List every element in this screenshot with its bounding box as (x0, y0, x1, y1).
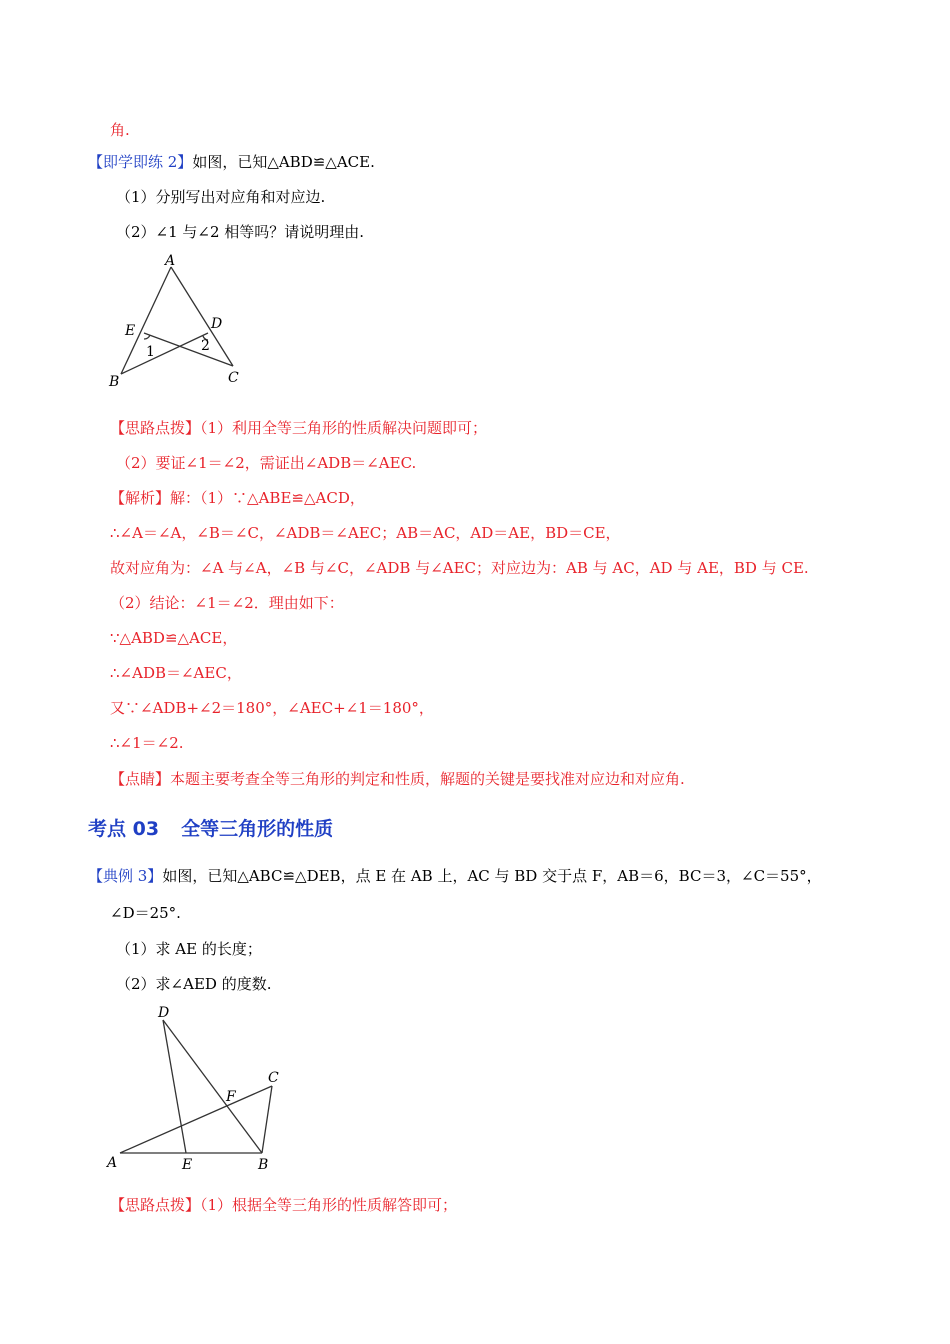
label-c: C (268, 1070, 279, 1086)
segment-be (121, 333, 208, 374)
label-b: B (258, 1157, 269, 1173)
practice2-hint-tag: 【思路点拨】 (110, 419, 201, 437)
example3-question-2: （2）求∠AED 的度数. (116, 975, 272, 993)
example3-question-1: （1）求 AE 的长度； (116, 940, 262, 958)
practice2-solution-line3: 故对应角为：∠A 与∠A，∠B 与∠C，∠ADB 与∠AEC；对应边为：AB 与 AC，AD 与 AE，BD 与 CE. (110, 559, 809, 577)
practice2-stem: 如图，已知△ABD≌△ACE. (192, 153, 375, 171)
segment-bc (262, 1086, 272, 1153)
section-number: 考点 03 (88, 818, 160, 840)
practice2-solution-line5: ∵△ABD≌△ACE， (110, 629, 238, 647)
practice2-solution-line7: 又∵∠ADB+∠2＝180°，∠AEC+∠1＝180°， (110, 699, 434, 717)
previous-answer-tail: 角. (110, 121, 130, 139)
practice2-stem-line (88, 152, 375, 172)
label-f: F (226, 1089, 236, 1105)
practice2-comment-tag: 【点睛】 (110, 770, 171, 788)
segment-db (163, 1020, 262, 1153)
practice2-solution-line1: 【解析】解：（1）∵△ABE≌△ACD， (110, 489, 365, 507)
label-d: D (211, 316, 223, 332)
example3-tag: 【典例 3】 (88, 867, 163, 885)
practice2-solution-line8: ∴∠1＝∠2. (110, 734, 184, 752)
label-1: 1 (146, 344, 155, 360)
label-e: E (182, 1157, 193, 1173)
label-2: 2 (201, 338, 210, 354)
example3-hint-line1: 【思路点拨】（1）根据全等三角形的性质解答即可； (110, 1196, 458, 1214)
practice2-solution-line6: ∴∠ADB＝∠AEC， (110, 664, 242, 682)
angle-mark-1 (144, 335, 150, 339)
practice2-solution-line4: （2）结论：∠1＝∠2．理由如下： (110, 594, 344, 612)
practice2-hint-line2: （2）要证∠1＝∠2，需证出∠ADB＝∠AEC. (116, 454, 417, 472)
example3-hint-tag: 【思路点拨】 (110, 1196, 201, 1214)
practice2-question-1: （1）分别写出对应角和对应边. (116, 188, 326, 206)
section-heading (88, 814, 333, 841)
segment-ce (144, 333, 233, 366)
label-a: A (107, 1155, 118, 1171)
label-b: B (109, 374, 120, 390)
practice2-solution-tag: 【解析】 (110, 489, 171, 507)
example3-figure (100, 1000, 300, 1180)
example3-stem-line2: ∠D＝25°. (110, 904, 181, 922)
segment-ac (120, 1086, 272, 1153)
practice2-question-2: （2）∠1 与∠2 相等吗？请说明理由. (116, 223, 365, 241)
label-e: E (125, 323, 136, 339)
label-c: C (228, 370, 239, 386)
practice2-hint-line1: 【思路点拨】（1）利用全等三角形的性质解决问题即可； (110, 419, 488, 437)
example3-stem-line1: 【典例 3】如图，已知△ABC≌△DEB，点 E 在 AB 上，AC 与 BD 交于点 F，AB＝6，BC＝3，∠C＝55°， (88, 867, 822, 885)
practice2-figure (100, 250, 250, 390)
practice2-solution-line2: ∴∠A＝∠A，∠B＝∠C，∠ADB＝∠AEC；AB＝AC，AD＝AE，BD＝CE， (110, 524, 621, 542)
label-d: D (158, 1005, 170, 1021)
practice2-tag: 【即学即练 2】 (88, 153, 193, 171)
section-title: 全等三角形的性质 (181, 818, 334, 840)
practice2-comment: 【点睛】本题主要考查全等三角形的判定和性质，解题的关键是要找准对应边和对应角. (110, 770, 685, 788)
label-a: A (165, 253, 176, 269)
